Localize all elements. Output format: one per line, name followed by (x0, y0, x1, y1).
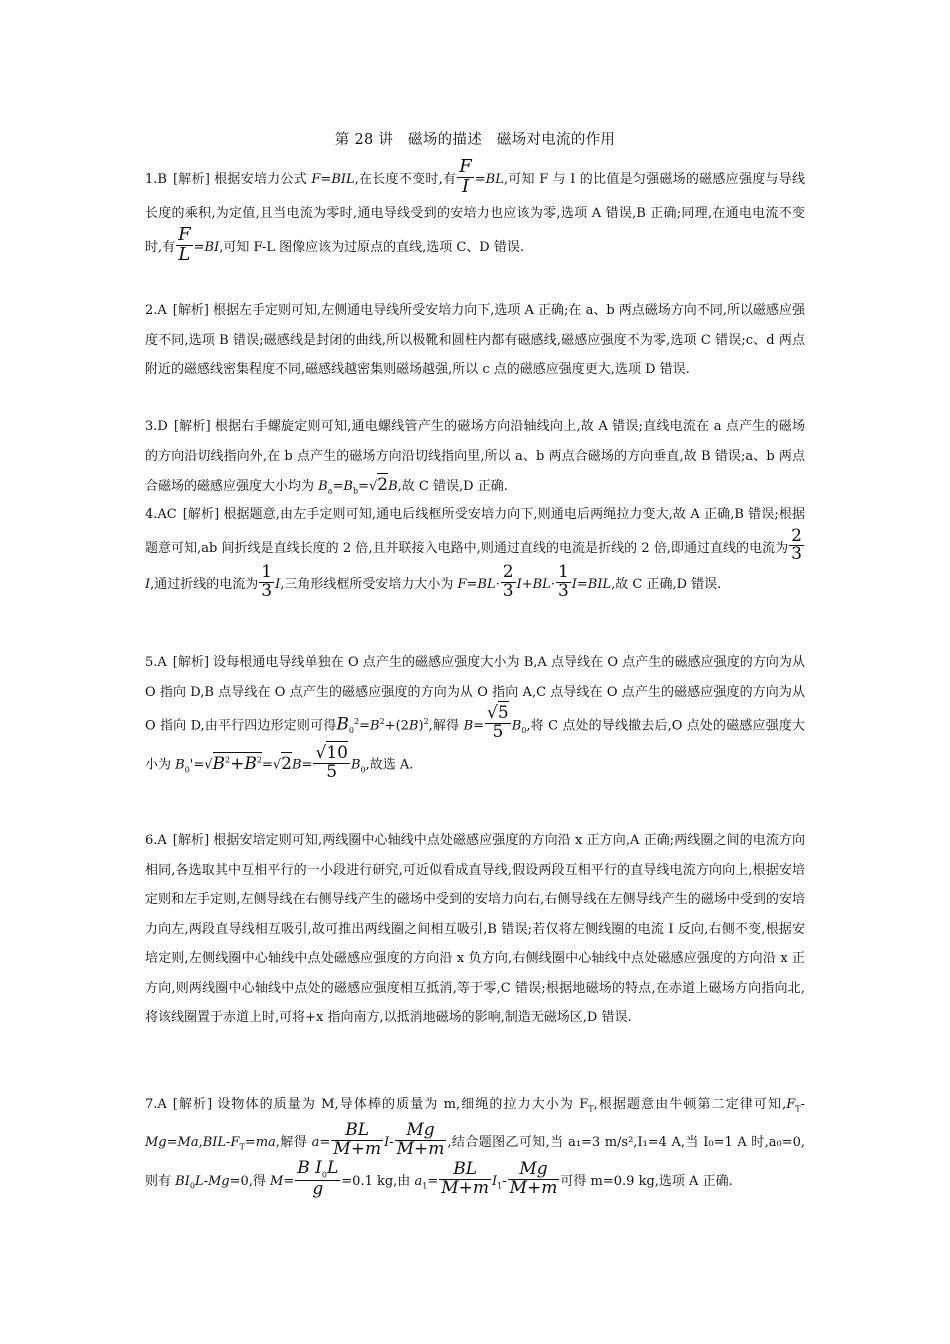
fraction-f-over-l: $\frac{F}{L}$ (178, 224, 191, 266)
answer-1: 1.B [解析] 根据安培力公式 F=BIL,在长度不变时,有 $\frac{F}{I}$ =BL,可知 F 与 I 的比值是匀强磁场的磁感应强度与导线长度的乘积,为定值,且当电流为零时,通电导线受到的安培力也应该为零,选项 A 错误,B 正确;同理,在通电电流不变时,有 $\frac{F}{L}$ =BI,可知 F-L 图像应该为过原点的直线,选项 C、D 错误. (145, 156, 805, 266)
answer-2: 2.A [解析] 根据左手定则可知,左侧通电导线所受安培力向下,选项 A 正确;在 a、b 两点磁场方向不同,所以磁感应强度不同,选项 B 错误;磁感线是封闭的曲线,所以极靴和圆柱内都有磁感线,磁感应强度不为零,选项 C 错误;c、d 两点附近的磁感线密集程度不同,磁感线越密集则磁场越强,所以 c 点的磁感应强度更大,选项 D 错误. (145, 303, 805, 377)
answer-6: 6.A [解析] 根据安培定则可知,两线圈中心轴线中点处磁感应强度的方向沿 x 正方向,A 正确;两线圈之间的电流方向相同,各选取其中互相平行的一小段进行研究,可近似看成直导线,假设两段互相平行的直导线电流方向向上,根据安培定则和左手定则,左侧导线在右侧导线产生的磁场中受到的安培力向右,右侧导线在左侧导线产生的磁场中受到的安培力向左,两段直导线相互吸引,故可推出两线圈之间相互吸引,B 错误;若仅将左侧线圈的电流 I 反向,右侧不变,根据安培定则,左侧线圈中心轴线中点处磁感应强度的方向沿 x 负方向,右侧线圈中心轴线中点处磁感应强度的方向沿 x 正方向,则两线圈中心轴线中点处的磁感应强度相互抵消,等于零,C 错误;根据地磁场的特点,在赤道上磁场方向指向北,将该线圈置于赤道上时,可将+x 指向南方,以抵消地磁场的影响,制造无磁场区,D 错误. (145, 833, 805, 1025)
answer-3: 3.D [解析] 根据右手螺旋定则可知,通电螺线管产生的磁场方向沿轴线向上,故 A 错误;直线电流在 a 点产生的磁场的方向沿切线指向外,在 b 点产生的磁场方向沿切线指向里,所以 a、b 两点合磁场的方向垂直,故 B 错误;a、b 两点合磁场的磁感应强度大小均为 $B_a=B_b=√2B$,故 C 错误,D 正确. (145, 419, 805, 496)
answer-4: 4.AC [解析] 根据题意,由左手定则可知,通电后线框所受安培力向下,则通电后两绳拉力变大,故 A 正确,B 错误;根据题意可知,ab 间折线是直线长度的 2 倍,且并联接入电路中,则通过直线的电流是折线的 2 倍,即通过直线的电流为 $\frac{2}{3}$ I,通过折线的电流为 $\frac{1}{3}$ I,三角形线框所受安培力大小为 F=BL· $\frac{2}{3}$ I+BL· $\frac{1}{3}$ I=BIL,故 C 正确,D 错误. (145, 507, 805, 602)
page-title: 第 28 讲 磁场的描述 磁场对电流的作用 (334, 132, 616, 148)
answer-5: 5.A [解析] 设每根通电导线单独在 O 点产生的磁感应强度大小为 B,A 点导线在 O 点产生的磁感应强度的方向为从 O 指向 D,B 点导线在 O 点产生的磁感应强度的方向为从 O 指向 A,C 点导线在 O 点产生的磁感应强度的方向为从 O 指向 D,由平行四边形定则可得$B_0^2=B^2+(2B)^2$,解得 B= $\frac{√5}{5}$ $B_0$,将 C 点处的导线撤去后,O 点处的磁感应强度大小为 $B_0'=√B^2+B^2=√2B=$ $\frac{√10}{5}$ $B_0$,故选 A. (145, 655, 805, 783)
analysis-tag: [解析] (172, 171, 210, 187)
answer-number: 1.B (145, 171, 167, 187)
fraction-f-over-i: $\frac{F}{I}$ (459, 156, 472, 197)
answer-7: 7.A [解析] 设物体的质量为 M,导体棒的质量为 m,细绳的拉力大小为 $F_T$,根据题意由牛顿第二定律可知$,F_T-Mg=Ma,BIL-F_T=ma$,解得 a= $\frac{BL}{M+m}$ I- $\frac{Mg}{M+m}$ ,结合题图乙可知,当 a₁=3 m/s²,I₁=4 A,当 I₀=1 A 时,a₀=0,则有 $BI_0L-Mg=0$,得 M= $\frac{B I_0L}{g}$ =0.1 kg,由 $a_1=$ $\frac{BL}{M+m}$ $I_1-$ $\frac{Mg}{M+m}$ 可得 m=0.9 kg,选项 A 正确. (145, 1097, 806, 1199)
